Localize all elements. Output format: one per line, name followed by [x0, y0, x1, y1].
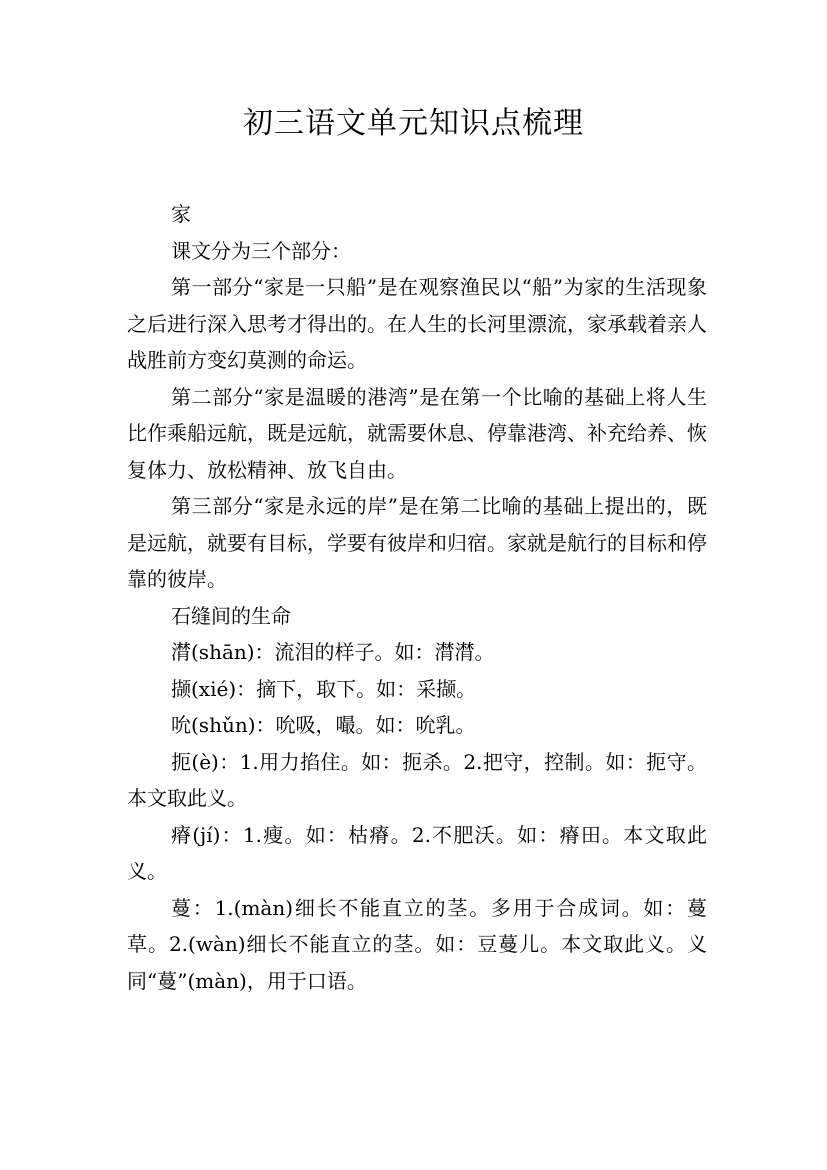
paragraph: 第三部分“家是永远的岸”是在第二比喻的基础上提出的，既是远航，就要有目标，学要有彼岸和归宿。家就是航行的目标和停靠的彼岸。: [127, 494, 707, 591]
section-heading-life-between-stones: 石缝间的生命: [171, 603, 291, 628]
vocab-entry: 蔓：1.(màn)细长不能直立的茎。多用于合成词。如：蔓草。2.(wàn)细长不能直立的茎。如：豆蔓儿。本文取此义。义同“蔓”(màn)，用于口语。: [127, 895, 707, 993]
section-heading-home: 家: [171, 202, 191, 226]
document-title: 初三语文单元知识点梳理: [243, 106, 584, 141]
document-body: [127, 196, 707, 999]
vocab-entry: 撷(xié)：摘下，取下。如：采撷。: [171, 676, 477, 701]
paragraph: 第二部分“家是温暖的港湾”是在第一个比喻的基础上将人生比作乘船远航，既是远航，就需要休息、停靠港湾、补充给养、恢复体力、放松精神、放飞自由。: [127, 384, 707, 482]
vocab-entry: 扼(è)：1.用力掐住。如：扼杀。2.把守，控制。如：扼守。本文取此义。: [127, 749, 707, 810]
paragraph: 第一部分“家是一只船”是在观察渔民以“船”为家的生活现象之后进行深入思考才得出的。在人生的长河里漂流，家承载着亲人战胜前方变幻莫测的命运。: [127, 275, 707, 372]
vocab-entry: 吮(shǔn)：吮吸，嘬。如：吮乳。: [171, 713, 476, 737]
paragraph: 课文分为三个部分：: [171, 238, 351, 263]
vocab-entry: 潸(shān)：流泪的样子。如：潸潸。: [171, 640, 495, 664]
vocab-entry: 瘠(jí)：1.瘦。如：枯瘠。2.不肥沃。如：瘠田。本文取此义。: [127, 822, 707, 883]
